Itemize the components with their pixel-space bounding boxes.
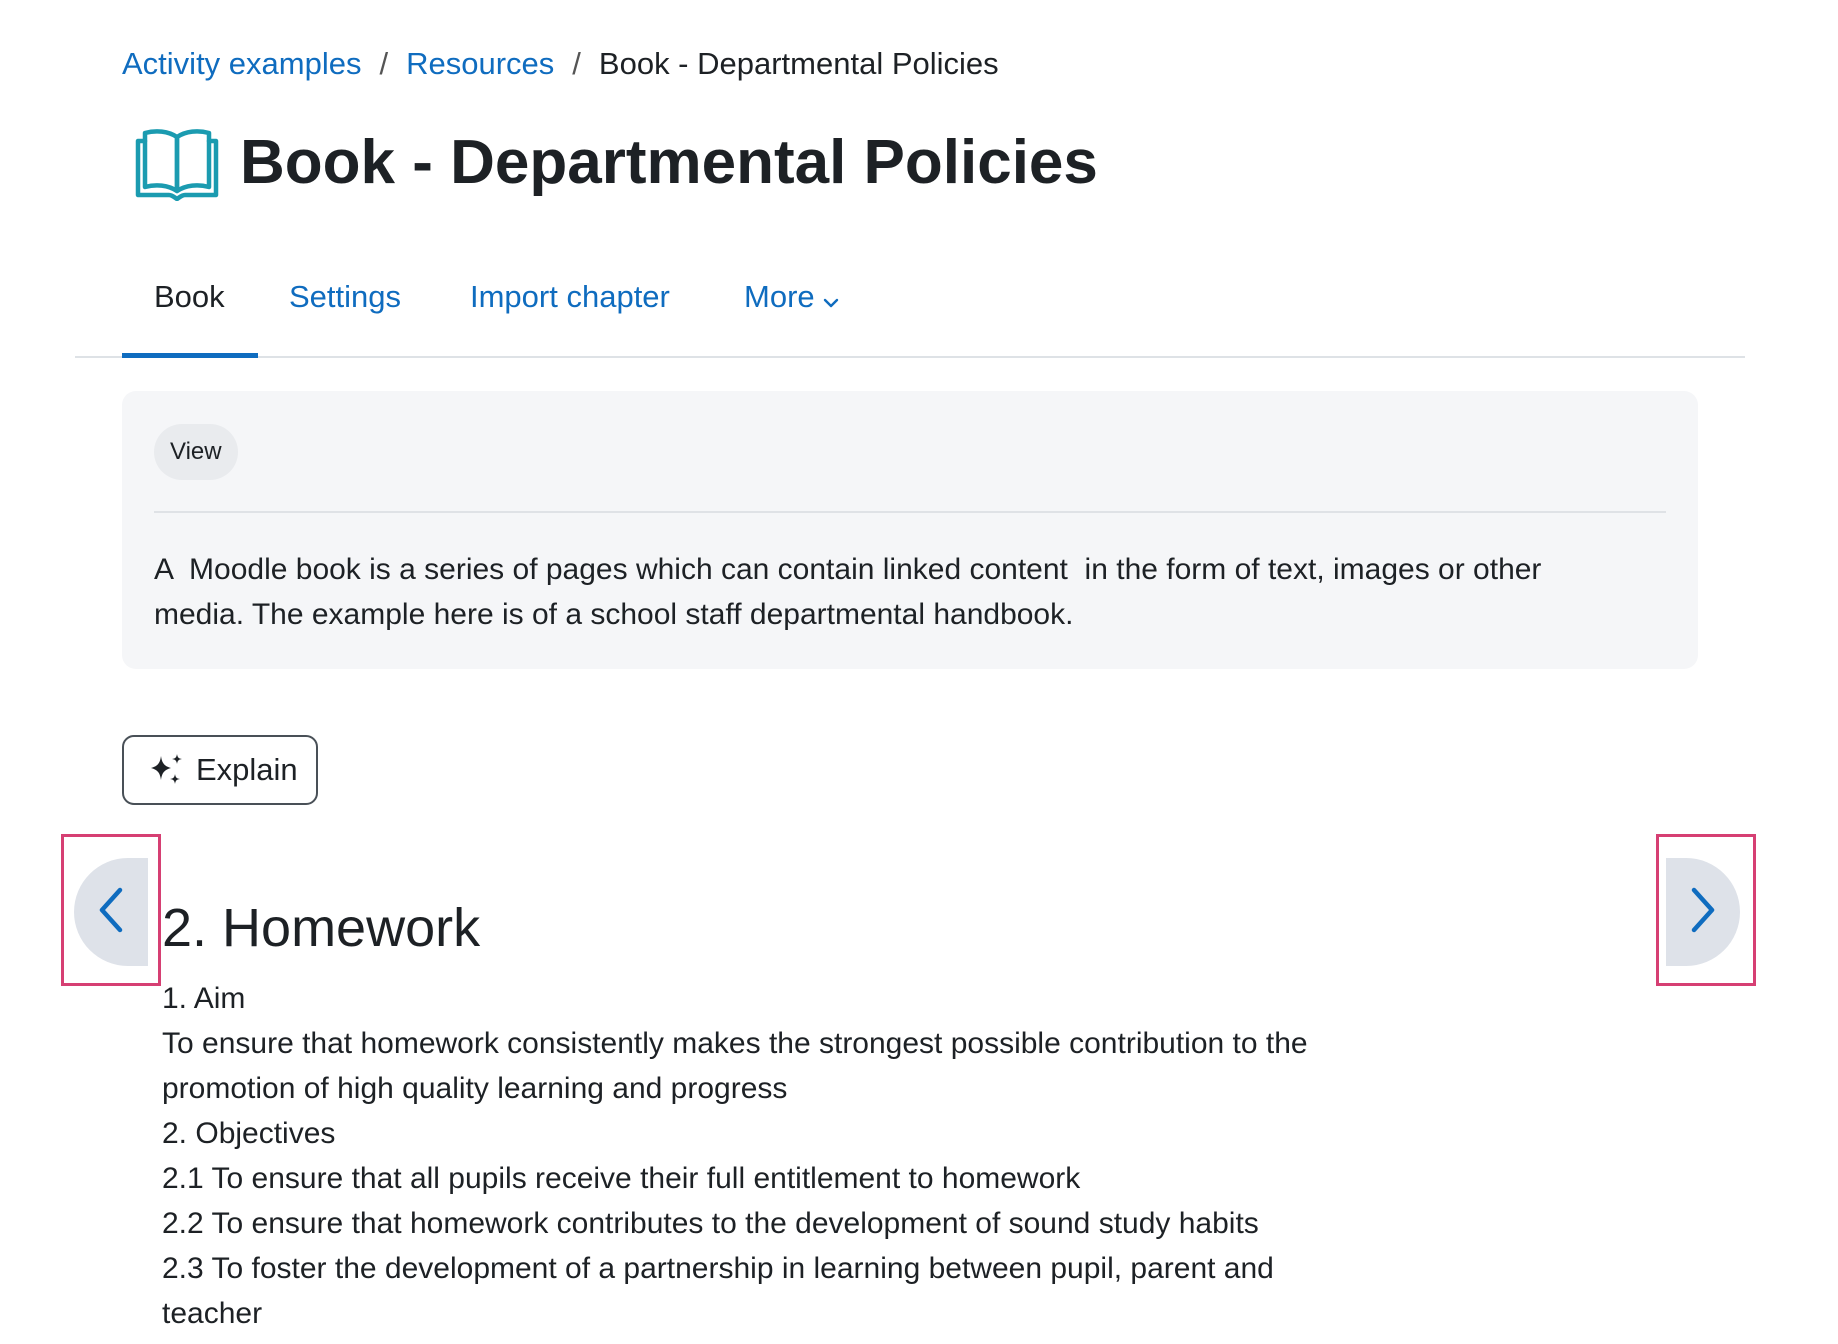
breadcrumb-separator: /: [572, 46, 581, 81]
chapter-line: 2.2 To ensure that homework contributes to the development of sound study habits: [162, 1207, 1259, 1240]
chevron-down-icon: [823, 262, 839, 336]
breadcrumb-separator: /: [379, 46, 389, 81]
tab-settings-label: Settings: [289, 279, 402, 314]
chapter-line: 2. Objectives: [162, 1117, 336, 1150]
chapter-line: promotion of high quality learning and progress: [162, 1072, 788, 1105]
explain-button[interactable]: [122, 735, 318, 805]
chapter-line: 2.3 To foster the development of a partnership in learning between pupil, parent and: [162, 1252, 1274, 1285]
chapter-title: 2. Homework: [162, 898, 481, 958]
view-badge: View: [154, 424, 238, 480]
activity-description-text: A Moodle book is a series of pages which can contain linked content in the form of text, images or other media. The example here is of a school staff departmental handbook.: [154, 553, 1550, 631]
tab-book-label: Book: [154, 279, 225, 314]
tab-more[interactable]: [744, 260, 839, 356]
chapter-content: [162, 976, 1402, 1336]
chapter-line: teacher: [162, 1297, 263, 1330]
page-header: [132, 118, 1098, 208]
breadcrumb: [122, 44, 999, 84]
chapter-line: 1. Aim: [162, 982, 246, 1015]
explain-button-label: Explain: [196, 752, 298, 787]
sparkle-icon: [146, 752, 186, 788]
breadcrumb-activity-examples[interactable]: Activity examples: [122, 46, 362, 81]
tab-import-chapter-label: Import chapter: [470, 279, 670, 314]
breadcrumb-resources[interactable]: Resources: [406, 46, 555, 81]
chapter-line: To ensure that homework consistently makes the strongest possible contribution to the: [162, 1027, 1308, 1060]
book-icon: [132, 118, 222, 208]
tab-settings[interactable]: [289, 260, 401, 356]
tab-book[interactable]: [122, 260, 258, 356]
next-chapter-button[interactable]: [1666, 858, 1740, 966]
active-tab-indicator: [122, 353, 258, 358]
breadcrumb-current: Book - Departmental Policies: [598, 46, 999, 81]
chevron-right-icon: [1686, 885, 1720, 940]
chapter-line: 2.1 To ensure that all pupils receive their full entitlement to homework: [162, 1162, 1081, 1195]
previous-chapter-button[interactable]: [74, 858, 148, 966]
secondary-navigation: [75, 260, 1745, 358]
chevron-left-icon: [94, 885, 128, 940]
divider: [154, 511, 1666, 513]
tab-more-label: More: [744, 279, 815, 314]
tab-import-chapter[interactable]: [470, 260, 670, 356]
activity-description-panel: [122, 391, 1698, 669]
page-title: Book - Departmental Policies: [240, 128, 1098, 197]
